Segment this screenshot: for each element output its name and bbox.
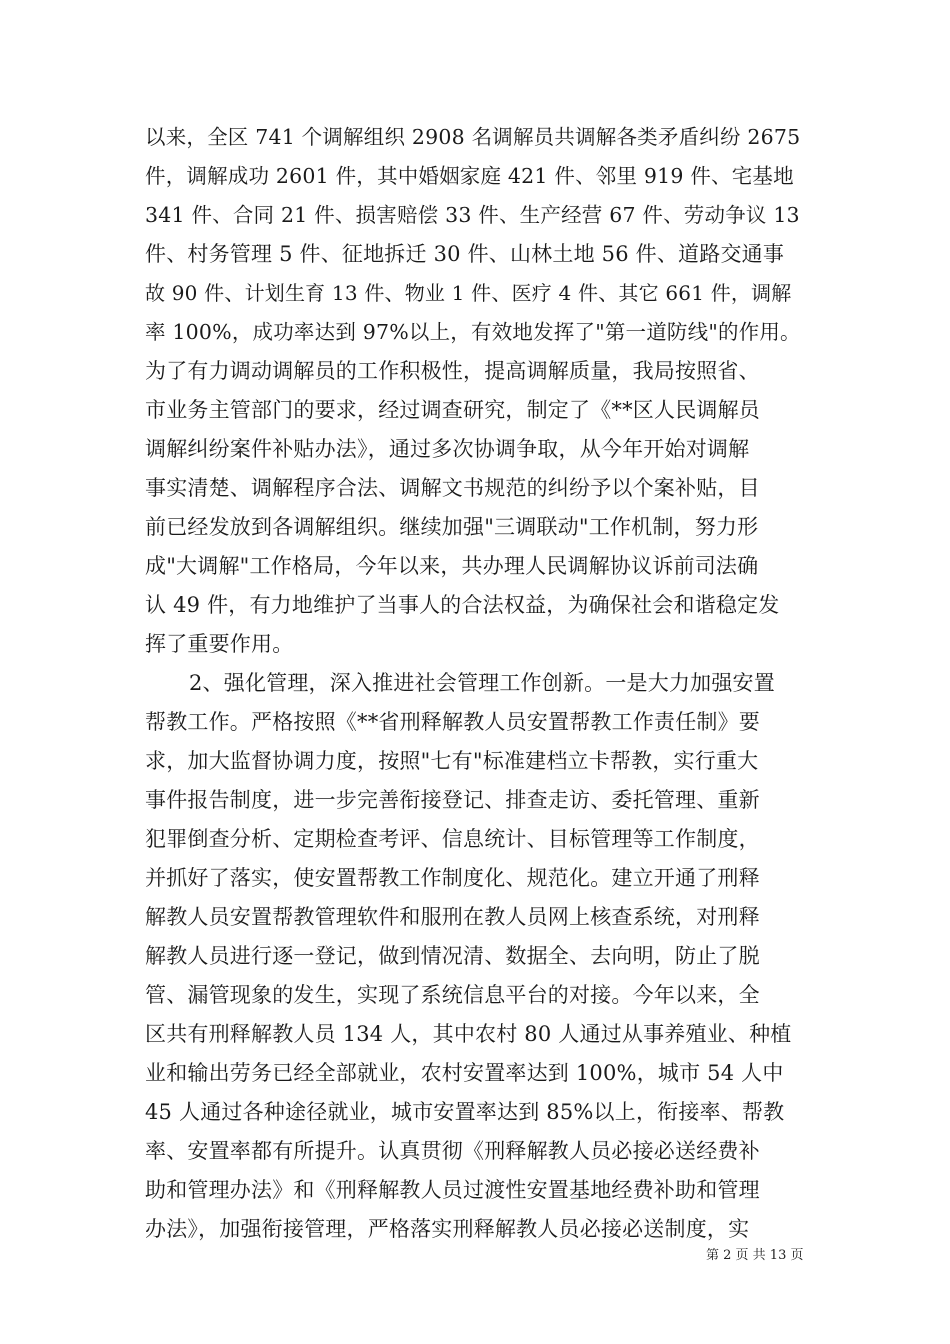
text-line: 管、漏管现象的发生，实现了系统信息平台的对接。今年以来，全 bbox=[145, 983, 760, 1007]
text-line: 以来，全区 741 个调解组织 2908 名调解员共调解各类矛盾纠纷 2675 bbox=[145, 125, 801, 149]
text-line: 故 90 件、计划生育 13 件、物业 1 件、医疗 4 件、其它 661 件，调解 bbox=[145, 281, 792, 305]
text-line: 事件报告制度，进一步完善衔接登记、排查走访、委托管理、重新 bbox=[145, 788, 760, 812]
body-text bbox=[145, 118, 805, 1249]
text-line: 前已经发放到各调解组织。继续加强"三调联动"工作机制，努力形 bbox=[145, 515, 759, 539]
text-line: 341 件、合同 21 件、损害赔偿 33 件、生产经营 67 件、劳动争议 13 bbox=[145, 203, 800, 227]
text-line: 并抓好了落实，使安置帮教工作制度化、规范化。建立开通了刑释 bbox=[145, 866, 760, 890]
text-line: 成"大调解"工作格局，今年以来，共办理人民调解协议诉前司法确 bbox=[145, 554, 759, 578]
text-line: 市业务主管部门的要求，经过调查研究，制定了《**区人民调解员 bbox=[145, 398, 760, 422]
text-line: 件，调解成功 2601 件，其中婚姻家庭 421 件、邻里 919 件、宅基地 bbox=[145, 164, 794, 188]
text-line: 率、安置率都有所提升。认真贯彻《刑释解教人员必接必送经费补 bbox=[145, 1139, 760, 1163]
text-line: 件、村务管理 5 件、征地拆迁 30 件、山林土地 56 件、道路交通事 bbox=[145, 242, 785, 266]
text-line: 业和输出劳务已经全部就业，农村安置率达到 100%，城市 54 人中 bbox=[145, 1061, 784, 1085]
text-line: 区共有刑释解教人员 134 人，其中农村 80 人通过从事养殖业、种植 bbox=[145, 1022, 792, 1046]
text-line: 认 49 件，有力地维护了当事人的合法权益，为确保社会和谐稳定发 bbox=[145, 593, 780, 617]
text-line: 办法》，加强衔接管理，严格落实刑释解教人员必接必送制度，实 bbox=[145, 1217, 750, 1241]
text-line: 求，加大监督协调力度，按照"七有"标准建档立卡帮教，实行重大 bbox=[145, 749, 759, 773]
text-line: 解教人员进行逐一登记，做到情况清、数据全、去向明，防止了脱 bbox=[145, 944, 760, 968]
text-line: 率 100%，成功率达到 97%以上，有效地发挥了"第一道防线"的作用。 bbox=[145, 320, 801, 344]
text-line: 45 人通过各种途径就业，城市安置率达到 85%以上，衔接率、帮教 bbox=[145, 1100, 785, 1124]
text-line: 挥了重要作用。 bbox=[145, 632, 294, 656]
text-line: 事实清楚、调解程序合法、调解文书规范的纠纷予以个案补贴，目 bbox=[145, 476, 760, 500]
text-line: 犯罪倒查分析、定期检查考评、信息统计、目标管理等工作制度， bbox=[145, 827, 760, 851]
text-line: 帮教工作。严格按照《**省刑释解教人员安置帮教工作责任制》要 bbox=[145, 710, 760, 734]
text-line: 为了有力调动调解员的工作积极性，提高调解质量，我局按照省、 bbox=[145, 359, 760, 383]
text-line: 助和管理办法》和《刑释解教人员过渡性安置基地经费补助和管理 bbox=[145, 1178, 760, 1202]
text-line: 解教人员安置帮教管理软件和服刑在教人员网上核查系统，对刑释 bbox=[145, 905, 760, 929]
paragraph-start-line: 2、强化管理，深入推进社会管理工作创新。一是大力加强安置 bbox=[189, 671, 775, 695]
text-line: 调解纠纷案件补贴办法》，通过多次协调争取，从今年开始对调解 bbox=[145, 437, 750, 461]
page-number-footer: 第 2 页 共 13 页 bbox=[706, 1248, 804, 1263]
